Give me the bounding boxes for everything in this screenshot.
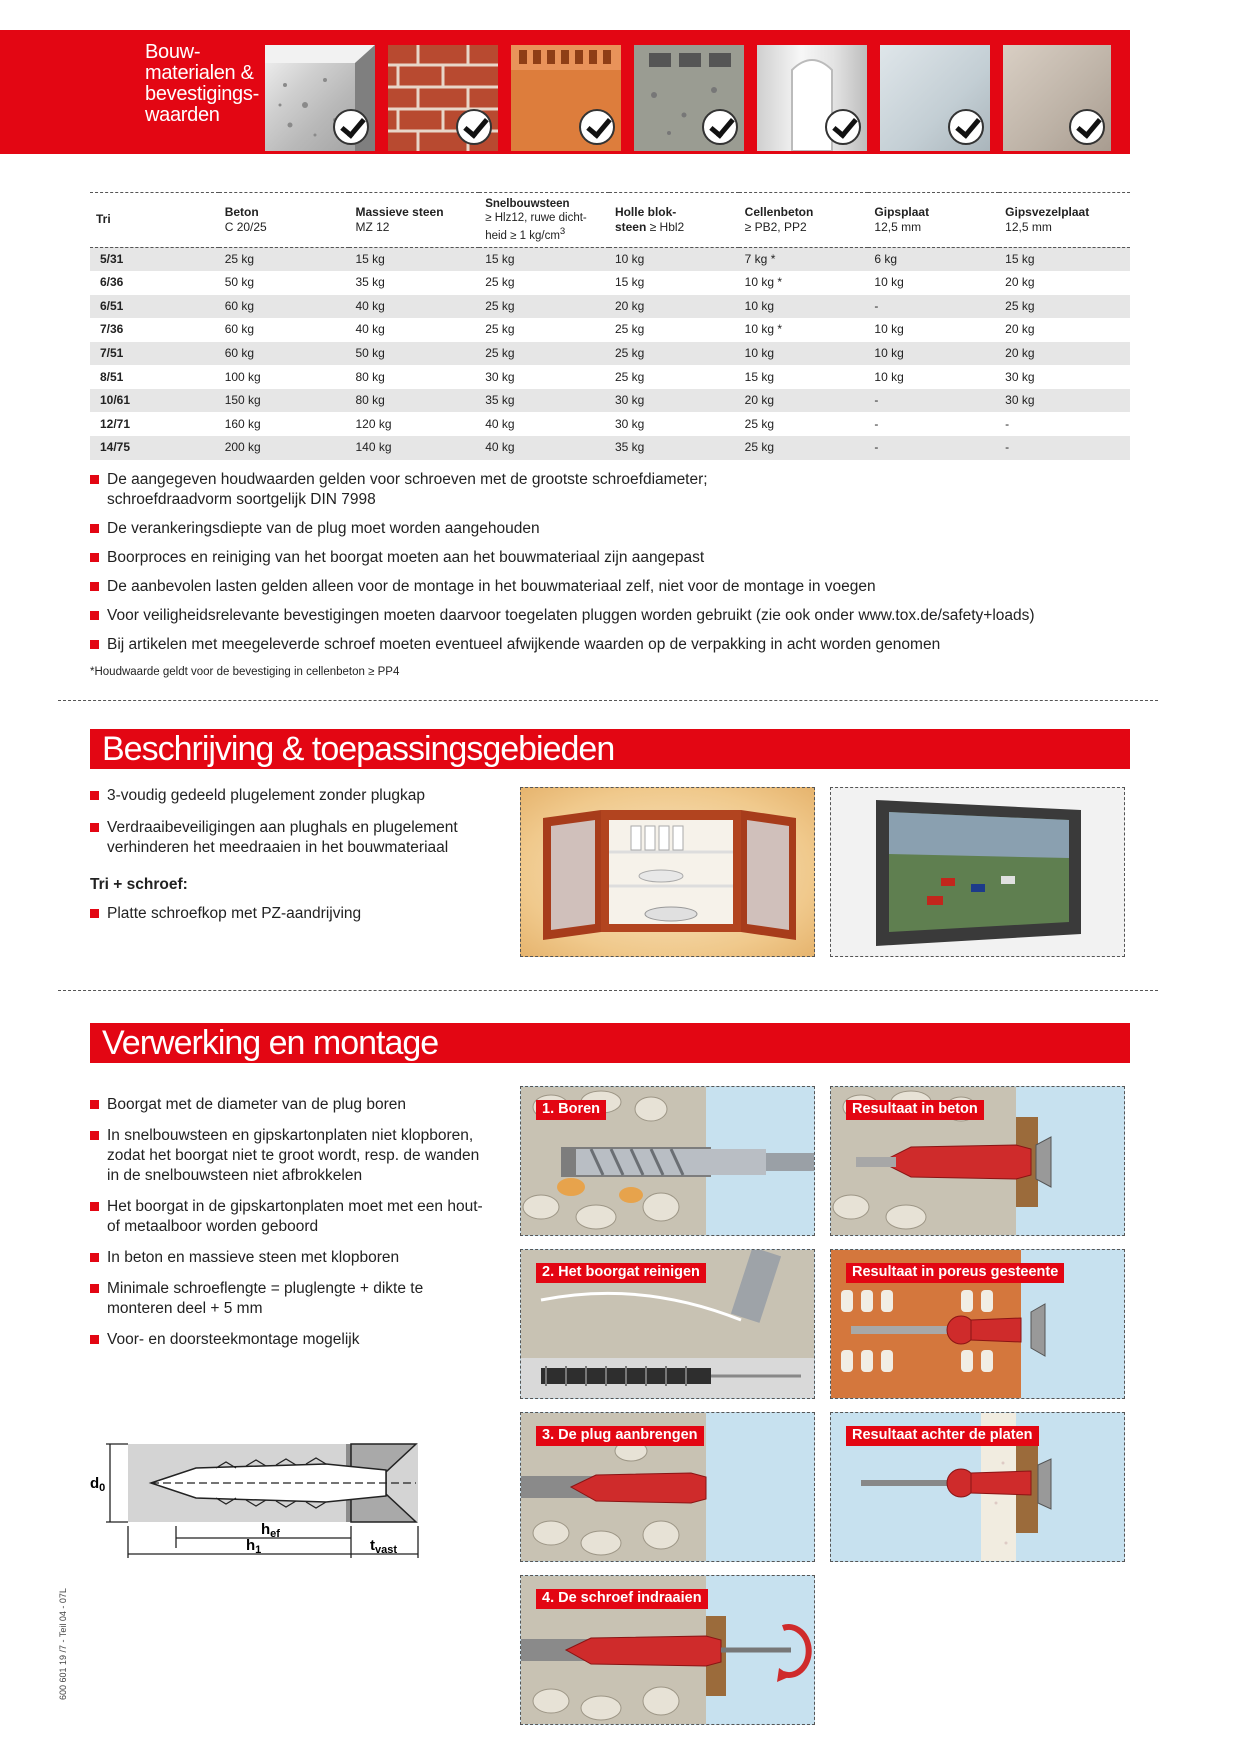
label-h1: $h_1$: [246, 1537, 262, 1556]
check-icon: [579, 109, 615, 145]
load-values-table: [90, 192, 1130, 460]
check-icon: [948, 109, 984, 145]
table-row: 7/36 60 kg 40 kg 25 kg 25 kg 10 kg * 10 kg 20 kg: [100, 322, 1035, 337]
step-label: 2. Het boorgat reinigen: [536, 1263, 706, 1283]
step-resultaat-poreus-gesteente: [830, 1249, 1125, 1399]
tv-photo: [830, 787, 1125, 957]
table-header-row: Tri Beton C 20/25 Massieve steen MZ 12 Snelbouwsteen ≥ Hlz12, ruwe dicht- heid ≥ 1 $kg/cm^3$ Holle blok- steen ≥ Hbl2 Cellenbeton ≥ PB2, PP2 Gipsplaat 12,5 mm Gipsvezelplaat 12,5 mm: [90, 193, 1130, 248]
step-label: Resultaat in beton: [846, 1100, 984, 1120]
step-plug-aanbrengen: [520, 1412, 815, 1562]
step-label: 3. De plug aanbrengen: [536, 1426, 704, 1446]
list-item: De verankeringsdiepte van de plug moet worden aangehouden: [90, 519, 1130, 539]
table-row: 12/71 160 kg 120 kg 40 kg 30 kg 25 kg - -: [100, 416, 1010, 431]
check-icon: [702, 109, 738, 145]
list-item: Het boorgat in de gipskartonplaten moet met een hout- of metaalboor worden geboord: [90, 1197, 510, 1237]
list-item: De aangegeven houdwaarden gelden voor schroeven met de grootste schroefdiameter; schroefdraadvorm soortgelijk DIN 7998: [90, 470, 1130, 510]
notes-list: [90, 470, 1130, 664]
subhead-tri-schroef: Tri + schroef:: [90, 876, 188, 893]
processing-list: [90, 1095, 510, 1361]
section-title-processing: Verwerking en montage: [90, 1023, 1130, 1063]
material-gipsvezelplaat: [1003, 45, 1111, 151]
table-row: 10/61 150 kg 80 kg 35 kg 30 kg 20 kg - 30 kg: [90, 389, 1130, 413]
section-title-description: Beschrijving & toepassingsgebieden: [90, 729, 1130, 769]
list-item: Minimale schroeflengte = pluglengte + dikte te monteren deel + 5 mm: [90, 1279, 510, 1319]
step-label: 4. De schroef indraaien: [536, 1589, 708, 1609]
step-boren: [520, 1086, 815, 1236]
step-label: 1. Boren: [536, 1100, 606, 1120]
step-label: Resultaat in poreus gesteente: [846, 1263, 1064, 1283]
material-snelbouwsteen: [511, 45, 621, 151]
description-list: [90, 786, 520, 870]
material-massieve-steen: [388, 45, 498, 151]
list-item: 3-voudig gedeeld plugelement zonder plugkap: [90, 786, 520, 806]
table-row: 8/51 100 kg 80 kg 30 kg 25 kg 15 kg 10 kg 30 kg: [100, 369, 1035, 384]
step-resultaat-in-beton: [830, 1086, 1125, 1236]
list-item: In beton en massieve steen met klopboren: [90, 1248, 510, 1268]
table-row: 6/36 50 kg 35 kg 25 kg 15 kg 10 kg * 10 kg 20 kg: [100, 275, 1035, 290]
list-item: Verdraaibeveiligingen aan plughals en plugelement verhinderen het meedraaien in het bouwmateriaal: [90, 818, 520, 858]
check-icon: [456, 109, 492, 145]
header-title: Bouw- materialen & bevestigings- waarden: [145, 41, 259, 126]
material-gipsplaat: [880, 45, 990, 151]
list-item: Voor- en doorsteekmontage mogelijk: [90, 1330, 510, 1350]
label-hef: $h_{ef}$: [261, 1521, 280, 1540]
check-icon: [1069, 109, 1105, 145]
divider: [58, 700, 1158, 701]
tv-illustration: [831, 788, 1125, 957]
check-icon: [825, 109, 861, 145]
step-boorgat-reinigen: [520, 1249, 815, 1399]
material-cellenbeton: [757, 45, 867, 151]
divider: [58, 990, 1158, 991]
step-schroef-indraaien: [520, 1575, 815, 1725]
table-row: 14/75 200 kg 140 kg 40 kg 35 kg 25 kg - -: [90, 436, 1130, 460]
dimension-diagram: [86, 1430, 426, 1570]
list-item: Boorproces en reiniging van het boorgat moeten aan het bouwmateriaal zijn aangepast: [90, 548, 1130, 568]
list-item: De aanbevolen lasten gelden alleen voor de montage in het bouwmateriaal zelf, niet voor de montage in voegen: [90, 577, 1130, 597]
label-tvast: $t_{vast}$: [370, 1537, 398, 1556]
label-d0: $d_0$: [90, 1475, 106, 1494]
header-band: [0, 30, 1130, 154]
material-holle-blok-steen: [634, 45, 744, 151]
list-item: Voor veiligheidsrelevante bevestigingen moeten daarvoor toegelaten pluggen worden gebruikt (zie ook onder www.tox.de/safety+loads): [90, 606, 1130, 626]
list-item: In snelbouwsteen en gipskartonplaten niet klopboren, zodat het boorgat niet te groot wordt, resp. de wanden in de snelbouwsteen niet afbrokkelen: [90, 1126, 510, 1186]
cabinet-illustration: [521, 788, 815, 957]
table-row: 6/51 60 kg 40 kg 25 kg 20 kg 10 kg - 25 kg: [90, 295, 1130, 319]
check-icon: [333, 109, 369, 145]
sub-list: [90, 904, 520, 924]
material-beton: [265, 45, 375, 151]
list-item: Bij artikelen met meegeleverde schroef moeten eventueel afwijkende waarden op de verpakking in acht worden genomen: [90, 635, 1130, 655]
list-item: Boorgat met de diameter van de plug boren: [90, 1095, 510, 1115]
footnote: *Houdwaarde geldt voor de bevestiging in cellenbeton ≥ PP4: [90, 666, 400, 678]
cabinet-photo: [520, 787, 815, 957]
list-item: Platte schroefkop met PZ-aandrijving: [90, 904, 520, 924]
document-code: 600 601 19 /7 - Teil 04 - 07L: [58, 1588, 68, 1700]
step-resultaat-achter-platen: [830, 1412, 1125, 1562]
table-row: 5/31 25 kg 15 kg 15 kg 10 kg 7 kg * 6 kg 15 kg: [90, 247, 1130, 271]
table-row: 7/51 60 kg 50 kg 25 kg 25 kg 10 kg 10 kg 20 kg: [90, 342, 1130, 366]
step-label: Resultaat achter de platen: [846, 1426, 1039, 1446]
